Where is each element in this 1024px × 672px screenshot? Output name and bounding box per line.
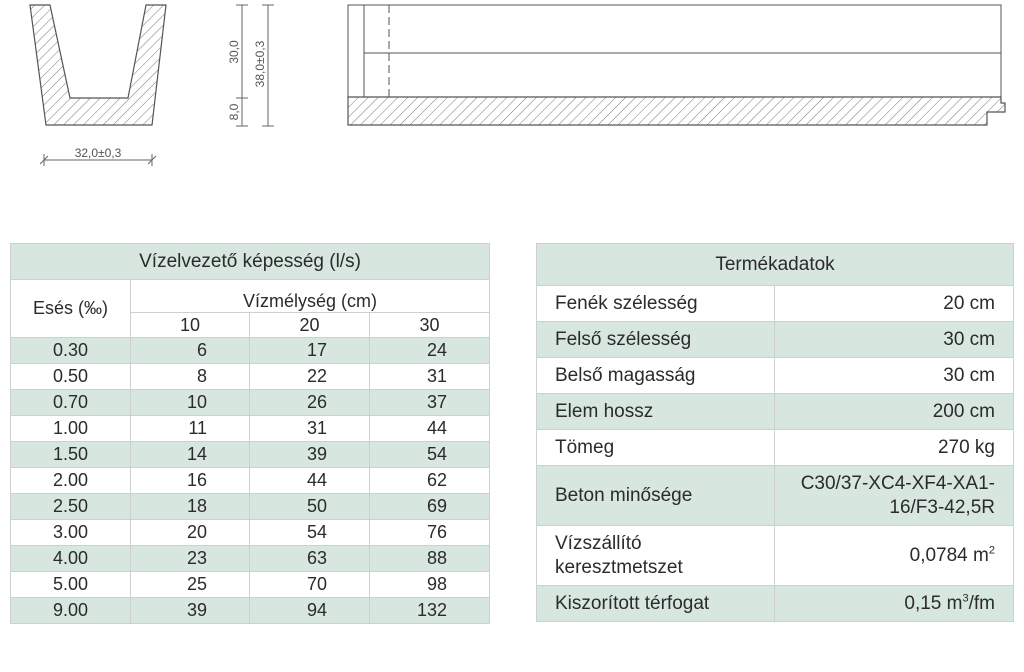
cross-section-value: 0,0784 m bbox=[909, 544, 989, 566]
flow-value-cell: 54 bbox=[250, 520, 370, 546]
cross-section-label-line1: Vízszállító bbox=[555, 532, 642, 554]
flow-value-cell: 94 bbox=[250, 598, 370, 624]
slope-header: Esés (‰) bbox=[11, 280, 131, 338]
product-row bbox=[537, 466, 1014, 526]
flow-table-row bbox=[11, 494, 490, 520]
product-value: 30 cm bbox=[775, 322, 1014, 358]
technical-drawings bbox=[0, 0, 1024, 200]
depth-header: Vízmélység (cm) bbox=[131, 280, 490, 313]
flow-value-cell: 14 bbox=[131, 442, 250, 468]
side-view-drawing bbox=[348, 5, 1005, 125]
flow-table-row bbox=[11, 520, 490, 546]
slope-cell: 9.00 bbox=[11, 598, 131, 624]
flow-value-cell: 10 bbox=[131, 390, 250, 416]
flow-table-row bbox=[11, 338, 490, 364]
height-dimensions bbox=[227, 5, 274, 126]
cross-section-drawing bbox=[30, 5, 166, 125]
product-label: Elem hossz bbox=[537, 394, 775, 430]
flow-value-cell: 63 bbox=[250, 546, 370, 572]
flow-table-row bbox=[11, 364, 490, 390]
flow-value-cell: 16 bbox=[131, 468, 250, 494]
product-row bbox=[537, 586, 1014, 622]
flow-value-cell: 20 bbox=[131, 520, 250, 546]
product-value: 270 kg bbox=[775, 430, 1014, 466]
flow-value-cell: 54 bbox=[370, 442, 490, 468]
slope-cell: 3.00 bbox=[11, 520, 131, 546]
slope-cell: 0.30 bbox=[11, 338, 131, 364]
flow-value-cell: 50 bbox=[250, 494, 370, 520]
flow-value-cell: 88 bbox=[370, 546, 490, 572]
unit-exponent: 3 bbox=[962, 592, 969, 605]
flow-value-cell: 44 bbox=[370, 416, 490, 442]
base-height-dim-label: 8,0 bbox=[227, 103, 241, 121]
product-value bbox=[775, 526, 1014, 586]
flow-table-row bbox=[11, 598, 490, 624]
flow-value-cell: 37 bbox=[370, 390, 490, 416]
cross-section-label-line2: keresztmetszet bbox=[555, 556, 683, 578]
flow-capacity-table bbox=[10, 243, 490, 624]
flow-value-cell: 62 bbox=[370, 468, 490, 494]
flow-value-cell: 39 bbox=[131, 598, 250, 624]
slope-cell: 2.50 bbox=[11, 494, 131, 520]
slope-cell: 1.00 bbox=[11, 416, 131, 442]
product-value bbox=[775, 466, 1014, 526]
slope-cell: 0.70 bbox=[11, 390, 131, 416]
slope-cell: 5.00 bbox=[11, 572, 131, 598]
volume-value: 0,15 m bbox=[904, 592, 963, 614]
product-row bbox=[537, 394, 1014, 430]
flow-value-cell: 70 bbox=[250, 572, 370, 598]
product-row bbox=[537, 358, 1014, 394]
concrete-grade-line1: C30/37-XC4-XF4-XA1- bbox=[800, 472, 995, 494]
product-value: 20 cm bbox=[775, 286, 1014, 322]
product-label bbox=[537, 526, 775, 586]
flow-value-cell: 132 bbox=[370, 598, 490, 624]
flow-value-cell: 44 bbox=[250, 468, 370, 494]
product-label: Beton minősége bbox=[537, 466, 775, 526]
product-table-title: Termékadatok bbox=[537, 244, 1014, 286]
flow-value-cell: 17 bbox=[250, 338, 370, 364]
depth-col-10: 10 bbox=[131, 313, 250, 338]
depth-col-20: 20 bbox=[250, 313, 370, 338]
depth-col-30: 30 bbox=[370, 313, 490, 338]
product-value bbox=[775, 586, 1014, 622]
volume-suffix: /fm bbox=[968, 592, 995, 614]
product-value: 200 cm bbox=[775, 394, 1014, 430]
product-data-table bbox=[536, 243, 1014, 622]
flow-value-cell: 23 bbox=[131, 546, 250, 572]
flow-table-row bbox=[11, 546, 490, 572]
width-dim-label: 32,0±0,3 bbox=[74, 146, 122, 160]
flow-value-cell: 69 bbox=[370, 494, 490, 520]
product-label: Felső szélesség bbox=[537, 322, 775, 358]
outer-height-dim-label: 38,0±0,3 bbox=[253, 40, 267, 88]
product-label: Kiszorított térfogat bbox=[537, 586, 775, 622]
slope-cell: 0.50 bbox=[11, 364, 131, 390]
slope-cell: 1.50 bbox=[11, 442, 131, 468]
flow-value-cell: 39 bbox=[250, 442, 370, 468]
flow-value-cell: 24 bbox=[370, 338, 490, 364]
slope-cell: 2.00 bbox=[11, 468, 131, 494]
flow-value-cell: 25 bbox=[131, 572, 250, 598]
flow-table-title: Vízelvezető képesség (l/s) bbox=[11, 244, 490, 280]
flow-table-row bbox=[11, 442, 490, 468]
flow-value-cell: 26 bbox=[250, 390, 370, 416]
flow-value-cell: 98 bbox=[370, 572, 490, 598]
product-label: Fenék szélesség bbox=[537, 286, 775, 322]
product-label: Tömeg bbox=[537, 430, 775, 466]
flow-value-cell: 22 bbox=[250, 364, 370, 390]
product-row bbox=[537, 526, 1014, 586]
flow-table-row bbox=[11, 416, 490, 442]
product-value: 30 cm bbox=[775, 358, 1014, 394]
slope-cell: 4.00 bbox=[11, 546, 131, 572]
flow-value-cell: 6 bbox=[131, 338, 250, 364]
product-label: Belső magasság bbox=[537, 358, 775, 394]
inner-height-dim-label: 30,0 bbox=[227, 40, 241, 64]
flow-value-cell: 31 bbox=[250, 416, 370, 442]
flow-value-cell: 8 bbox=[131, 364, 250, 390]
unit-exponent: 2 bbox=[988, 544, 995, 557]
flow-value-cell: 31 bbox=[370, 364, 490, 390]
product-row bbox=[537, 286, 1014, 322]
flow-value-cell: 18 bbox=[131, 494, 250, 520]
flow-table-row bbox=[11, 572, 490, 598]
flow-table-row bbox=[11, 468, 490, 494]
width-dimension bbox=[40, 146, 156, 166]
flow-table-row bbox=[11, 390, 490, 416]
product-row bbox=[537, 322, 1014, 358]
flow-value-cell: 76 bbox=[370, 520, 490, 546]
concrete-grade-line2: 16/F3-42,5R bbox=[889, 496, 995, 518]
flow-value-cell: 11 bbox=[131, 416, 250, 442]
product-row bbox=[537, 430, 1014, 466]
